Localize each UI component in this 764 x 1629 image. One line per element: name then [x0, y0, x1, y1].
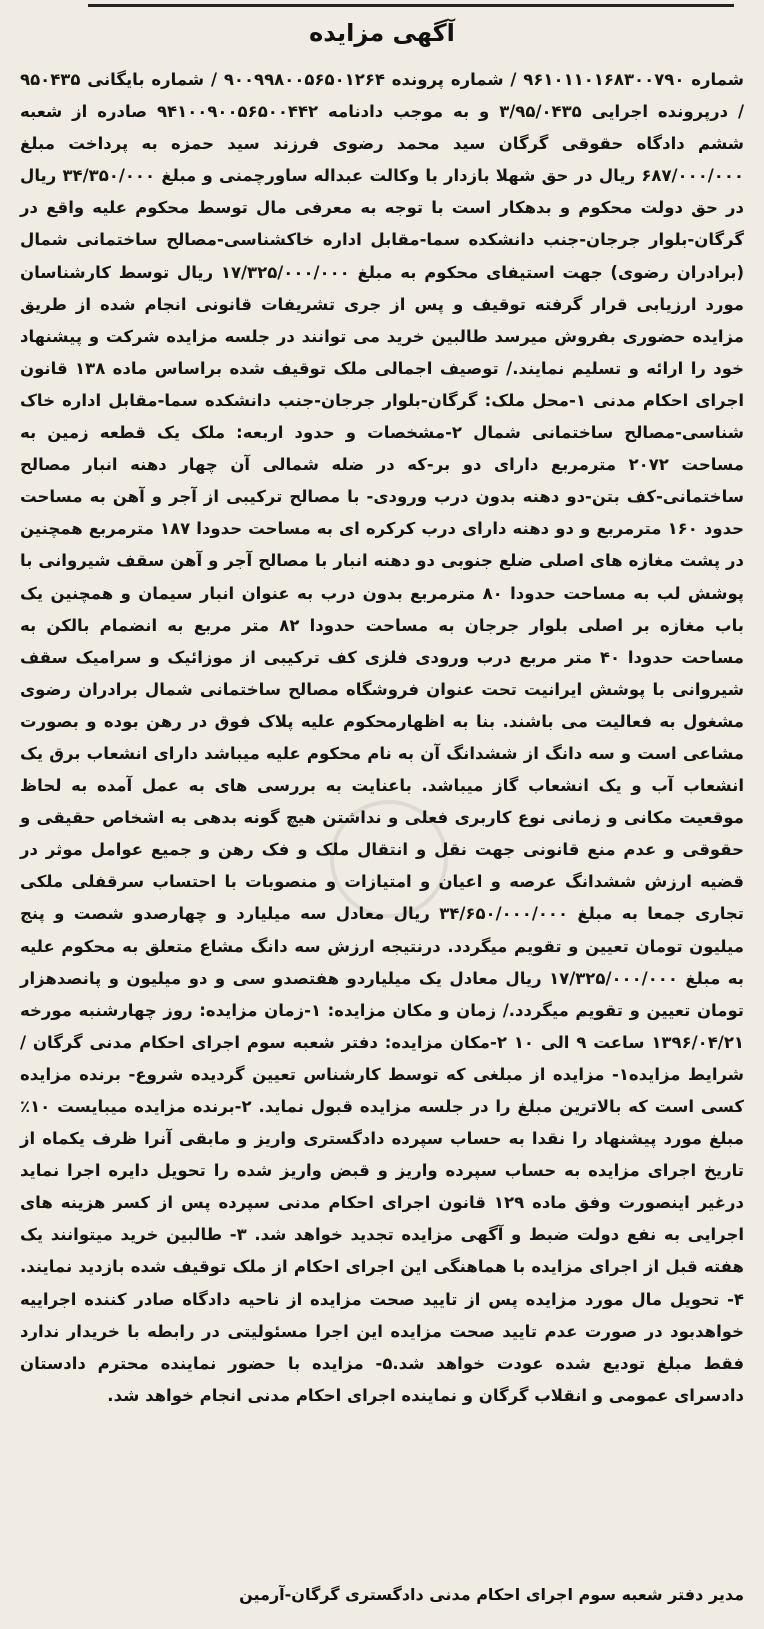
notice-title: آگهی مزایده — [309, 19, 455, 47]
notice-signature: مدیر دفتر شعبه سوم اجرای احکام مدنی دادگستری گرگان-آرمین — [239, 1585, 744, 1604]
top-rule — [88, 4, 734, 7]
notice-body — [20, 64, 744, 1412]
notice-body-text: شماره ۹۶۱۰۱۱۰۱۶۸۳۰۰۷۹۰ / شماره پرونده ۹۰۰۹۹۸۰۰۵۶۵۰۱۲۶۴ / شماره بایگانی ۹۵۰۴۳۵ / درپرونده اجرایی ۳/۹۵/۰۴۳۵ و به موجب دادنامه ۹۴۱۰۰۹۰۰۵۶۵۰۰۴۴۲ صادره از شعبه ششم دادگاه حقوقی گرگان سید محمد رضوی فرزند سید حمزه به پرداخت مبلغ ۶۸۷/۰۰۰/۰۰۰ ریال در حق شهلا بازدار با وکالت عبداله ساورچمنی و مبلغ ۳۴/۳۵۰/۰۰۰ ریال در حق دولت محکوم و بدهکار است با توجه به معرفی مال توسط محکوم علیه واقع در گرگان-بلوار جرجان-جنب دانشکده سما-مقابل اداره خاکشناسی-مصالح ساختمانی شمال (برادران رضوی) جهت استیفای محکوم به مبلغ ۱۷/۳۲۵/۰۰۰/۰۰۰ ریال توسط کارشناسان مورد ارزیابی قرار گرفته توقیف و پس از جری تشریفات قانونی انجام شده از طریق مزایده حضوری بفروش میرسد طالبین خرید می توانند در جلسه مزایده شرکت و پیشنهاد خود را ارائه و تسلیم نمایند./ توصیف اجمالی ملک توقیف شده براساس ماده ۱۳۸ قانون اجرای احکام مدنی ۱-محل ملک: گرگان-بلوار جرجان-جنب دانشکده سما-مقابل اداره خاک شناسی-مصالح ساختمانی شمال ۲-مشخصات و حدود اربعه: ملک یک قطعه زمین به مساحت ۲۰۷۲ مترمربع دارای دو بر-که در ضله شمالی آن چهار دهنه انبار مصالح ساختمانی-کف بتن-دو دهنه بدون درب ورودی- با مصالح ترکیبی از آجر و آهن به مساحت حدود ۱۶۰ مترمربع و دو دهنه دارای درب کرکره ای به مساحت حدودا ۱۸۷ مترمربع همچنین در پشت مغازه های اصلی ضلع جنوبی دو دهنه انبار با مصالح آجر و آهن سقف شیروانی با پوشش لب به مساحت حدودا ۸۰ مترمربع بدون درب به عنوان انبار سیمان و همچنین یک باب مغازه بر اصلی بلوار جرجان به مساحت حدودا ۸۲ متر مربع به انضمام بالکن به مساحت حدودا ۴۰ متر مربع درب ورودی فلزی کف ترکیبی از موزائیک و سرامیک سقف شیروانی با پوشش ایرانیت تحت عنوان فروشگاه مصالح ساختمانی شمال برادران رضوی مشغول به فعالیت می باشند. بنا به اظهارمحکوم علیه پلاک فوق در رهن بوده و بصورت مشاعی است و سه دانگ از ششدانگ آن به نام محکوم علیه میباشد دارای انشعاب برق یک انشعاب آب و یک انشعاب گاز میباشد. باعنایت به بررسی های به عمل آمده به لحاظ موقعیت مکانی و زمانی نوع کاربری فعلی و نداشتن هیچ گونه بدهی به اشخاص حقیقی و حقوقی و عدم منع قانونی جهت نقل و انتقال ملک و فک رهن و جمیع عوامل موثر در قضیه ارزش ششدانگ عرصه و اعیان و امتیازات و منصوبات با احتساب سرقفلی ملکی تجاری جمعا به مبلغ ۳۴/۶۵۰/۰۰۰/۰۰۰ ریال معادل سه میلیارد و چهارصدو شصت و پنج میلیون تومان تعیین و تقویم میگردد. درنتیجه ارزش سه دانگ مشاع متعلق به محکوم علیه به مبلغ ۱۷/۳۲۵/۰۰۰/۰۰۰ ریال معادل یک میلیاردو هفتصدو سی و دو میلیون و پانصدهزار تومان تعیین و تقویم میگردد./ زمان و مکان مزایده: ۱-زمان مزایده: روز چهارشنبه مورخه ۱۳۹۶/۰۴/۲۱ ساعت ۹ الی ۱۰ ۲-مکان مزایده: دفتر شعبه سوم اجرای احکام مدنی گرگان / شرایط مزایده۱- مزایده از مبلغی که توسط کارشناس تعیین گردیده شروع- برنده مزایده کسی است که بالاترین مبلغ را در جلسه مزایده قبول نماید. ۲-برنده مزایده میبایست ۱۰٪ مبلغ مورد پیشنهاد را نقدا به حساب سپرده دادگستری واریز و مابقی آنرا ظرف یکماه از تاریخ اجرای مزایده به حساب سپرده واریز و قبض واریز شده را تحویل دایره اجرا نماید درغیر اینصورت وفق ماده ۱۲۹ قانون اجرای احکام مدنی سپرده پس از کسر هزینه های اجرایی به نفع دولت ضبط و آگهی مزایده تجدید خواهد شد. ۳- طالبین خرید میتوانند یک هفته قبل از اجرای مزایده با هماهنگی این اجرای احکام از ملک توقیف شده بازدید نمایند. ۴- تحویل مال مورد مزایده پس از تایید صحت مزایده از ناحیه دادگاه صادر کننده اجراییه خواهدبود در صورت عدم تایید صحت مزایده این اجرا مسئولیتی در رابطه با خریدار ندارد فقط مبلغ تودیع شده عودت خواهد شد.۵- مزایده با حضور نماینده محترم دادستان دادسرای عمومی و انقلاب گرگان و نماینده اجرای احکام مدنی انجام خواهد شد. — [20, 70, 745, 1405]
